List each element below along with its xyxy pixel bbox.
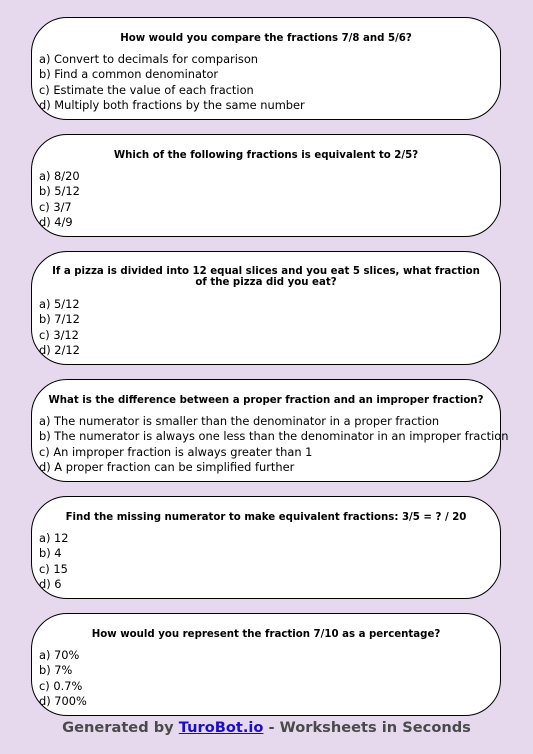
answer-option: a) 8/20 xyxy=(39,169,80,183)
turobot-link[interactable]: TuroBot.io xyxy=(178,719,264,736)
question-text: If a pizza is divided into 12 equal slices and you eat 5 slices, what fraction of the pizza did you eat? xyxy=(52,266,480,288)
answer-option: d) 6 xyxy=(39,577,62,592)
answer-option: d) Multiply both fractions by the same number xyxy=(39,98,305,113)
answer-option: b) 7% xyxy=(39,663,73,678)
answer-option: d) A proper fraction can be simplified further xyxy=(39,460,295,475)
question-card xyxy=(31,613,501,716)
question-text: How would you compare the fractions 7/8 and 5/6? xyxy=(120,33,412,44)
answer-option: c) 3/7 xyxy=(39,199,72,214)
answer-option: b) 5/12 xyxy=(39,184,80,199)
question-text: Which of the following fractions is equivalent to 2/5? xyxy=(113,150,419,161)
footer-prefix: Generated by xyxy=(62,719,179,736)
question-text: What is the difference between a proper fraction and an improper fraction? xyxy=(48,395,484,406)
answer-option: d) 700% xyxy=(39,694,87,709)
answer-option: c) 3/12 xyxy=(39,327,79,342)
question-card xyxy=(31,496,501,599)
answer-option: b) Find a common denominator xyxy=(39,67,219,82)
answer-options xyxy=(39,52,305,114)
answer-option: c) 15 xyxy=(39,561,68,576)
question-text: Find the missing numerator to make equivalent fractions: 3/5 = ? / 20 xyxy=(65,512,467,523)
answer-option: c) Estimate the value of each fraction xyxy=(39,82,254,97)
answer-option: c) 0.7% xyxy=(39,678,83,693)
answer-options xyxy=(39,297,80,359)
footer-suffix: - Worksheets in Seconds xyxy=(263,719,471,736)
answer-options xyxy=(39,169,80,231)
answer-option: b) 7/12 xyxy=(39,312,80,327)
answer-options xyxy=(39,648,87,710)
question-card xyxy=(31,379,509,482)
answer-option: c) An improper fraction is always greater than 1 xyxy=(39,444,313,459)
answer-option: d) 2/12 xyxy=(39,343,80,358)
footer xyxy=(0,719,533,736)
answer-option: a) Convert to decimals for comparison xyxy=(39,52,259,66)
answer-option: b) The numerator is always one less than the denominator in an improper fraction xyxy=(39,429,509,444)
answer-option: a) 12 xyxy=(39,531,69,545)
answer-option: d) 4/9 xyxy=(39,215,73,230)
answer-option: a) 70% xyxy=(39,648,80,662)
answer-option: a) The numerator is smaller than the denominator in a proper fraction xyxy=(39,414,440,428)
answer-options xyxy=(39,531,69,593)
question-text: How would you represent the fraction 7/10 as a percentage? xyxy=(91,629,441,640)
answer-option: a) 5/12 xyxy=(39,297,80,311)
question-card xyxy=(31,251,501,365)
answer-options xyxy=(39,414,508,476)
answer-option: b) 4 xyxy=(39,546,62,561)
question-card xyxy=(31,17,501,120)
question-card xyxy=(31,134,501,237)
